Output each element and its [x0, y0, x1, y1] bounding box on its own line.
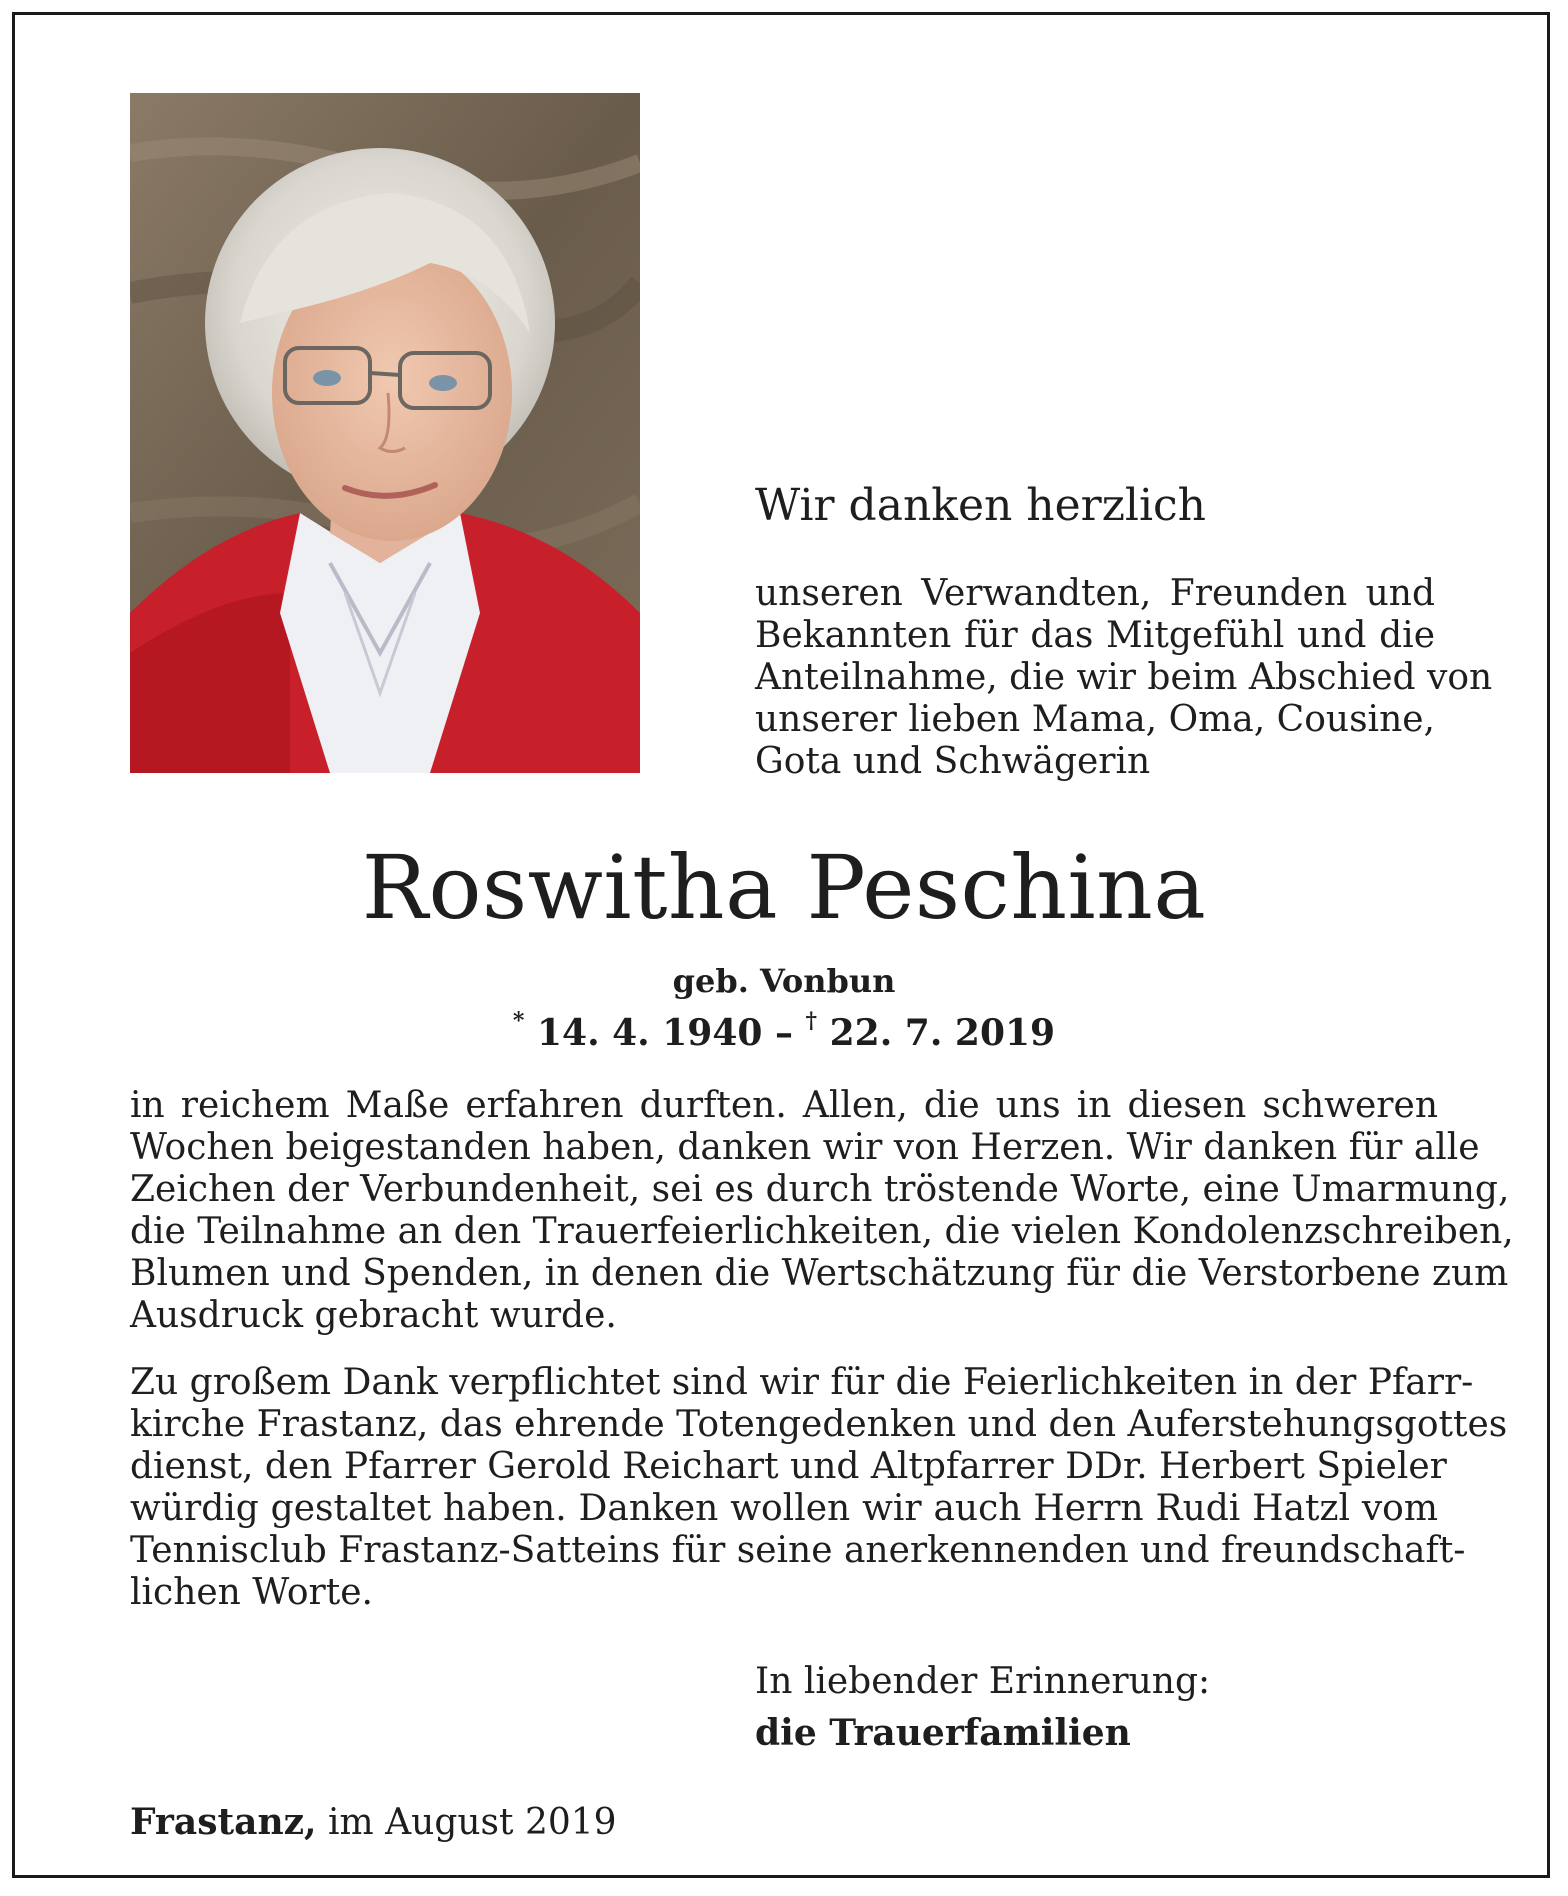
- thanks-paragraph-1: [130, 1085, 1514, 1337]
- paragraph-line: Wochen beigestanden haben, danken wir von Herzen. Wir danken für alle: [130, 1127, 1480, 1168]
- closing-families: die Trauerfamilien: [755, 1712, 1131, 1754]
- paragraph-line: Zu großem Dank verpflichtet sind wir für die Feierlichkeiten in der Pfarr-: [130, 1362, 1474, 1403]
- birth-date: 14. 4. 1940: [536, 1012, 763, 1054]
- birth-symbol: *: [512, 1008, 525, 1034]
- intro-line: unserer lieben Mama, Oma, Cousine,: [755, 699, 1435, 740]
- thanks-paragraph-2: [130, 1362, 1508, 1614]
- intro-line: Anteilnahme, die wir beim Abschied von: [755, 657, 1493, 698]
- place-name: Frastanz,: [130, 1801, 317, 1843]
- intro-text: [755, 573, 1493, 783]
- notice-date: im August 2019: [328, 1802, 617, 1843]
- portrait-photo: [130, 93, 640, 773]
- closing-memory: In liebender Erinnerung:: [755, 1661, 1211, 1702]
- intro-line: Gota und Schwägerin: [755, 741, 1151, 782]
- place-date: [130, 1800, 617, 1845]
- paragraph-line: würdig gestaltet haben. Danken wollen wir auch Herrn Rudi Hatzl vom: [130, 1488, 1438, 1529]
- paragraph-line: in reichem Maße erfahren durften. Allen, die uns in diesen schweren: [130, 1085, 1438, 1126]
- paragraph-line: dienst, den Pfarrer Gerold Reichart und Altpfarrer DDr. Herbert Spieler: [130, 1446, 1447, 1487]
- date-dash: –: [775, 1012, 793, 1054]
- intro-line: Bekannten für das Mitgefühl und die: [755, 615, 1435, 656]
- paragraph-line: Tennisclub Frastanz-Satteins für seine anerkennenden und freundschaft-: [130, 1530, 1466, 1571]
- death-date: 22. 7. 2019: [829, 1012, 1056, 1054]
- paragraph-line: Ausdruck gebracht wurde.: [130, 1295, 617, 1336]
- intro-line: unseren Verwandten, Freunden und: [755, 573, 1435, 614]
- paragraph-line: Blumen und Spenden, in denen die Wertschätzung für die Verstorbene zum: [130, 1253, 1509, 1294]
- paragraph-line: die Teilnahme an den Trauerfeierlichkeiten, die vielen Kondolenzschreiben,: [130, 1211, 1514, 1252]
- maiden-name: geb. Vonbun: [672, 962, 896, 1000]
- deceased-name: Roswitha Peschina: [361, 836, 1207, 939]
- paragraph-line: kirche Frastanz, das ehrende Totengedenken und den Auferstehungsgottes: [130, 1404, 1508, 1445]
- paragraph-line: Zeichen der Verbundenheit, sei es durch tröstende Worte, eine Umarmung,: [130, 1169, 1510, 1210]
- thanks-heading: Wir danken herzlich: [755, 480, 1207, 531]
- paragraph-line: lichen Worte.: [130, 1572, 373, 1613]
- life-dates: [0, 1003, 1568, 1055]
- death-symbol: †: [805, 1008, 818, 1034]
